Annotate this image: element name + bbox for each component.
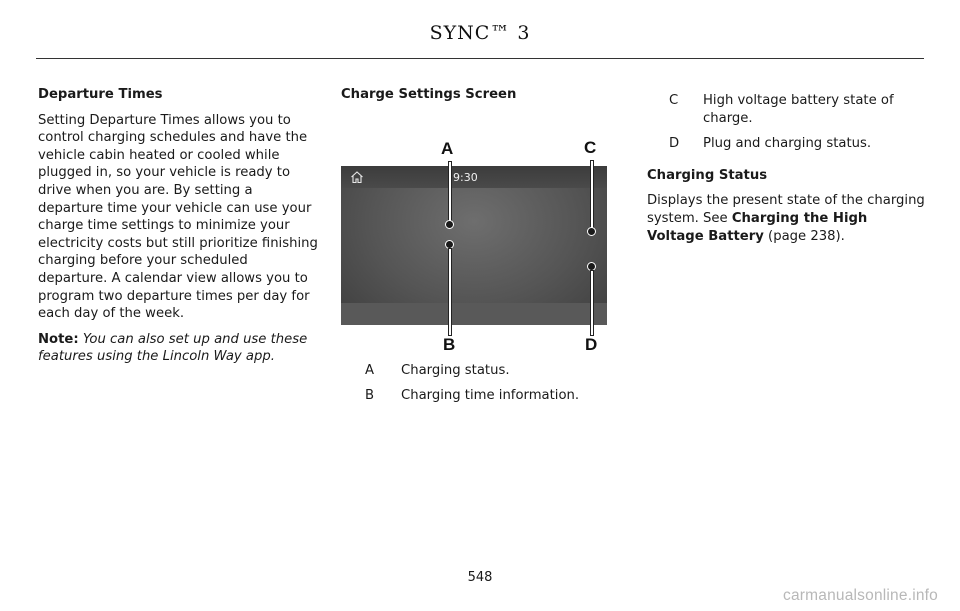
legend-c-d	[647, 92, 925, 153]
legend-row	[341, 387, 609, 405]
charge-settings-figure	[341, 114, 609, 354]
callout-letter-c: C	[584, 137, 597, 157]
legend-letter: D	[669, 136, 680, 152]
charge-settings-heading: Charge Settings Screen	[341, 87, 517, 102]
column-charge-settings	[341, 86, 609, 413]
note-label: Note:	[38, 331, 79, 347]
callout-line-b	[449, 249, 451, 335]
charging-status-heading: Charging Status	[647, 167, 768, 183]
header-divider	[36, 58, 924, 59]
callout-letter-a: A	[441, 138, 454, 158]
callout-dot-c	[587, 227, 596, 236]
legend-row	[647, 92, 925, 127]
charging-battery-link[interactable]: Charging the High Voltage Battery	[647, 210, 868, 244]
callout-dot-b	[445, 240, 454, 249]
legend-letter: A	[365, 362, 375, 378]
page-header-title: SYNC™ 3	[429, 22, 531, 44]
legend-text: Charging status.	[401, 362, 510, 378]
departure-times-heading: Departure Times	[38, 87, 163, 102]
legend-letter: C	[669, 93, 679, 108]
screen-bottom-bar	[341, 303, 607, 325]
legend-text: High voltage battery state of charge.	[703, 93, 894, 126]
callout-dot-d	[587, 262, 596, 271]
page-reference: (page 238).	[763, 228, 845, 244]
callout-dot-a	[445, 220, 454, 229]
legend-letter: B	[365, 388, 375, 404]
departure-times-body: Setting Departure Times allows you to control charging schedules and have the vehicle cabin heated or cooled while plugged in, so your vehicle is ready to drive when you are. By setting a departure time your vehicle can use your charge time settings to minimize your electricity costs but still prioritize finishing charging before your scheduled departure. A calendar view allows you to program two departure times per day for each day of the week.	[38, 112, 318, 322]
sync-screen-image	[341, 166, 607, 325]
callout-line-c	[591, 161, 593, 229]
callout-line-a	[449, 162, 451, 222]
charging-status-text: Displays the present state of the charging system. See	[647, 193, 925, 226]
column-departure-times	[38, 86, 318, 374]
page-number: 548	[467, 570, 493, 585]
callout-letter-b: B	[443, 334, 456, 354]
screen-clock: 9:30	[453, 170, 478, 184]
column-charging-status	[647, 86, 925, 253]
legend-row	[647, 135, 925, 153]
legend-row	[341, 362, 609, 380]
note-text: You can also set up and use these features using the Lincoln Way app.	[38, 331, 308, 365]
screen-status-bar	[341, 166, 607, 188]
departure-note	[38, 331, 318, 366]
legend-text: Charging time information.	[401, 388, 580, 404]
callout-line-d	[591, 271, 593, 335]
home-icon	[350, 170, 364, 184]
callout-letter-d: D	[585, 334, 598, 354]
legend-text: Plug and charging status.	[703, 136, 872, 152]
watermark: carmanualsonline.info	[783, 587, 938, 604]
charging-status-body	[647, 192, 925, 245]
legend-a-b	[341, 362, 609, 405]
